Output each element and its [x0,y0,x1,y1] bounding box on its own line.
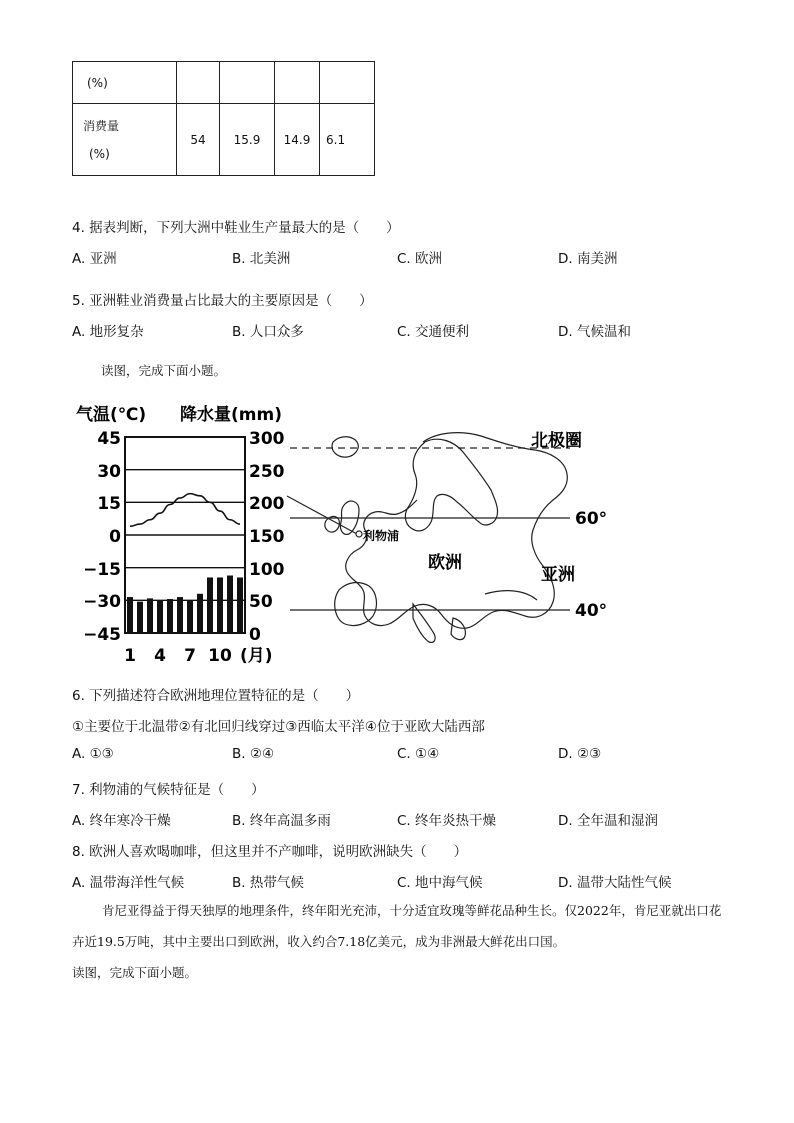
month-tick-label: 1 [124,646,136,666]
precip-tick-label: 300 [249,429,285,449]
table-cell [177,62,220,104]
month-tick-label: 7 [184,646,196,666]
precip-bar [157,600,163,633]
q5-option-a[interactable]: A. 地形复杂 [72,324,144,340]
precip-axis-label: 降水量(mm) [180,405,282,425]
temp-tick-label: 30 [97,462,121,482]
iceland-outline [332,437,358,457]
precip-tick-label: 0 [249,625,261,645]
europe-map [285,430,615,660]
lat-60-label: 60° [575,509,608,529]
intro-text: 读图，完成下面小题。 [101,363,227,378]
precip-tick-label: 100 [249,560,285,580]
table-cell: 14.9 [275,104,320,176]
question-6: 6. 下列描述符合欧洲地理位置特征的是（ ） [72,688,360,704]
table-cell: (%) [73,62,177,104]
asia-label: 亚洲 [541,565,575,585]
table-row-label: 消费量 (%) [73,104,177,176]
q6-option-a[interactable]: A. ①③ [72,746,114,762]
month-tick-label: 4 [154,646,166,666]
iberia-outline [335,583,377,626]
precip-tick-label: 200 [249,494,285,514]
question-4: 4. 据表判断，下列大洲中鞋业生产量最大的是（ ） [72,220,400,236]
question-5: 5. 亚洲鞋业消费量占比最大的主要原因是（ ） [72,293,373,309]
liverpool-label: 利物浦 [363,529,400,543]
table-cell [220,62,275,104]
q8-option-c[interactable]: C. 地中海气候 [397,875,483,891]
precip-bar [227,576,233,633]
table-cell: 6.1 [320,104,375,176]
temp-tick-labels [83,429,121,645]
shoe-industry-table [72,61,375,176]
europe-label: 欧洲 [428,553,462,573]
ireland-outline [325,516,340,532]
temp-tick-label: 45 [97,429,121,449]
temp-tick-label: 15 [97,494,121,514]
arctic-circle-label: 北极圈 [531,431,582,451]
q8-option-b[interactable]: B. 热带气候 [232,875,304,891]
table-cell: 15.9 [220,104,275,176]
precip-tick-label: 150 [249,527,285,547]
lat-40-label: 40° [575,601,608,621]
liverpool-marker [356,531,362,537]
precip-bar [197,594,203,633]
precip-bar [237,577,243,633]
table-cell [275,62,320,104]
q4-option-d[interactable]: D. 南美洲 [558,251,618,267]
question-8: 8. 欧洲人喜欢喝咖啡，但这里并不产咖啡，说明欧洲缺失（ ） [72,844,468,860]
precip-bar [147,598,153,633]
precip-tick-label: 250 [249,462,285,482]
table-cell [320,62,375,104]
precip-bar [177,597,183,633]
q4-option-b[interactable]: B. 北美洲 [232,251,291,267]
table-cell: 54 [177,104,220,176]
month-tick-label: 10 [208,646,232,666]
temp-tick-label: −45 [83,625,121,645]
precip-bar [167,599,173,633]
q7-option-c[interactable]: C. 终年炎热干燥 [397,813,497,829]
climate-chart [70,398,295,668]
precip-bar [137,602,143,633]
q6-statements: ①主要位于北温带②有北回归线穿过③西临太平洋④位于亚欧大陆西部 [72,719,485,735]
temp-axis-label: 气温(℃) [76,405,147,425]
q4-option-a[interactable]: A. 亚洲 [72,251,117,267]
q4-option-c[interactable]: C. 欧洲 [397,251,443,267]
precip-tick-labels [249,429,285,645]
month-tick-labels [124,646,272,666]
temp-tick-label: 0 [109,527,121,547]
q7-option-d[interactable]: D. 全年温和湿润 [558,813,658,829]
scandinavia-outline [405,439,497,531]
q7-option-b[interactable]: B. 终年高温多雨 [232,813,331,829]
question-7: 7. 利物浦的气候特征是（ ） [72,782,265,798]
q8-option-a[interactable]: A. 温带海洋性气候 [72,875,185,891]
q5-option-d[interactable]: D. 气候温和 [558,324,631,340]
precip-bar [187,600,193,633]
precip-tick-label: 50 [249,592,273,612]
q5-option-c[interactable]: C. 交通便利 [397,324,470,340]
q8-option-d[interactable]: D. 温带大陆性气候 [558,875,672,891]
q6-option-d[interactable]: D. ②③ [558,746,602,762]
precip-bar [217,577,223,633]
kenya-paragraph: 肯尼亚得益于得天独厚的地理条件，终年阳光充沛，十分适宜玫瑰等鲜花品种生长。仅2022年，肯尼亚就出口花卉近19.5万吨，其中主要出口到欧洲，收入约合7.18亿美元，成为非洲最大鲜花出口国。 [72,903,722,949]
intro-text-2: 读图，完成下面小题。 [72,965,198,980]
temp-tick-label: −30 [83,592,121,612]
temperature-curve [130,494,240,527]
q5-option-b[interactable]: B. 人口众多 [232,324,304,340]
black-sea-coast [485,591,537,600]
pointer-line [287,496,357,534]
q6-option-b[interactable]: B. ②④ [232,746,275,762]
precip-bar [127,597,133,633]
precip-bar [207,577,213,633]
month-unit-label: (月) [240,646,273,666]
q6-option-c[interactable]: C. ①④ [397,746,440,762]
precip-bars [127,576,243,633]
temp-tick-label: −15 [83,560,121,580]
q7-option-a[interactable]: A. 终年寒冷干燥 [72,813,171,829]
